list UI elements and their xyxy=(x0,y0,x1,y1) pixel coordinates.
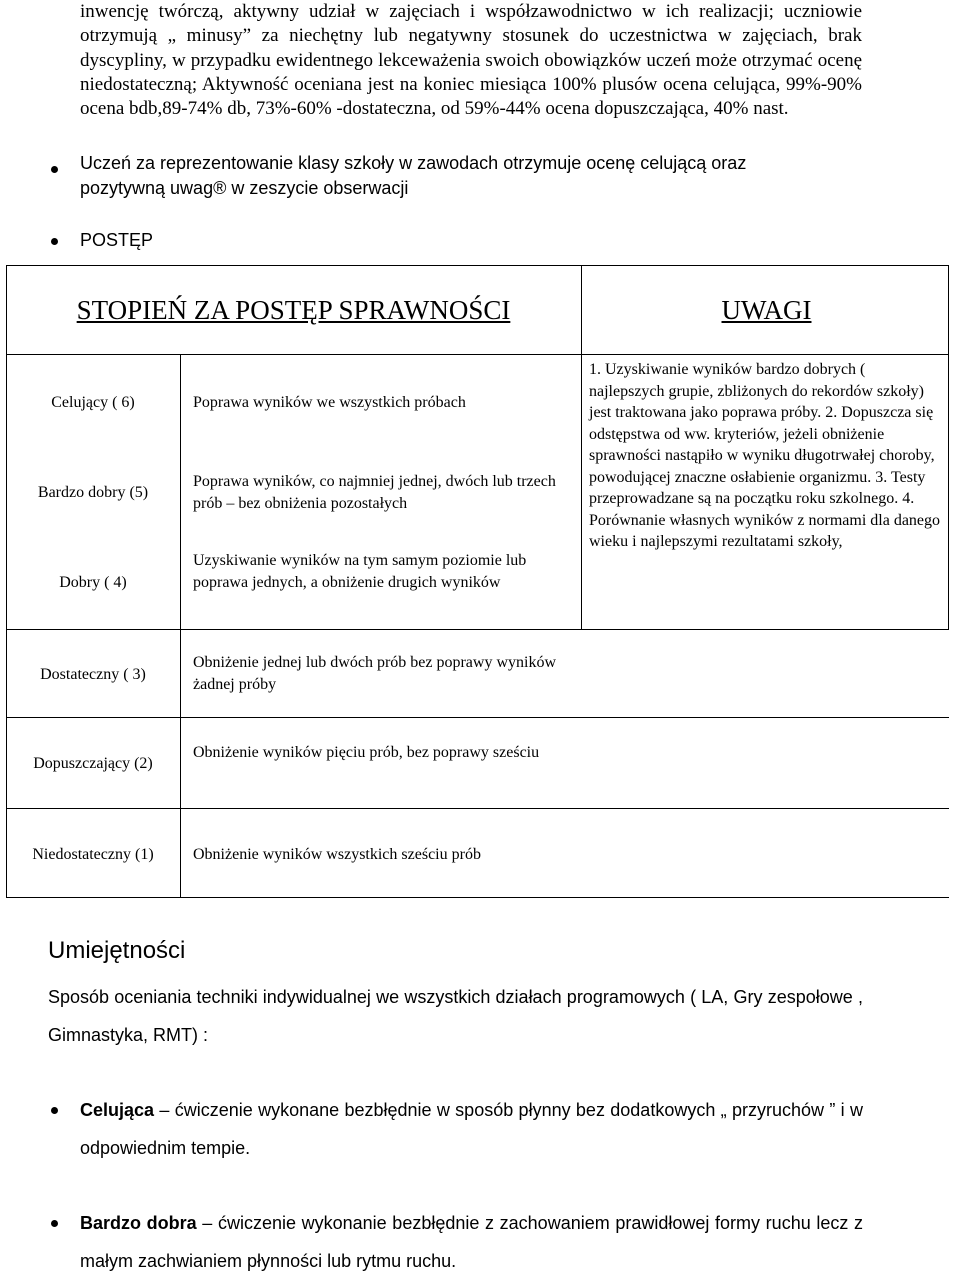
header-uwagi: UWAGI xyxy=(721,295,812,325)
skill-item-celujaca xyxy=(80,1091,863,1167)
postep-heading: POSTĘP xyxy=(80,230,154,250)
skills-intro: Sposób oceniania techniki indywidualnej we wszystkich działach programowych ( LA, Gry zespołowe , Gimnastyka, RMT) : xyxy=(48,987,863,1045)
skill-text: – ćwiczenie wykonanie bezbłędnie z zachowaniem prawidłowej formy ruchu lecz z małym zachwianiem płynności lub rytmu ruchu. xyxy=(80,1213,864,1271)
grade-bardzo-dobry: Bardzo dobry (5) xyxy=(37,484,149,501)
table-divider-row xyxy=(6,717,949,718)
table-border-bottom xyxy=(6,897,949,898)
desc-niedostateczny: Obniżenie wyników wszystkich sześciu prób xyxy=(193,846,481,863)
skill-item-bardzo-dobra xyxy=(80,1204,863,1280)
uwagi-text: 1. Uzyskiwanie wyników bardzo dobrych ( najlepszych grupie, zbliżonych do rekordów szkoły) jest traktowana jako poprawa próby. 2. Dopuszcza się odstępstwa od ww. kryteriów, jeżeli obniżenie sprawności nastąpiło w wyniku długotrwałej choroby, powodującej znaczne osłabienie organizmu. 3. Testy przeprowadzane są na początku roku szkolnego. 4. Porównanie własnych wyników z normami dla danego wieku i najlepszymi rezultatami szkoły, xyxy=(589,361,941,550)
table-divider-group xyxy=(6,629,949,630)
grade-dostateczny: Dostateczny ( 3) xyxy=(40,666,146,683)
bullet-reprezentowanie: Uczeń za reprezentowanie klasy szkoły w zawodach otrzymuje ocenę celującą oraz pozytywną uwag® w zeszycie obserwacji xyxy=(80,153,747,198)
table-divider-header xyxy=(6,354,949,355)
table-divider-grade xyxy=(180,354,181,898)
table-divider-row xyxy=(6,808,949,809)
grade-celujacy: Celujący ( 6) xyxy=(51,394,135,411)
grading-table xyxy=(6,265,949,898)
desc-dobry: Uzyskiwanie wyników na tym samym poziomie lub poprawa jednych, a obniżenie drugich wyników xyxy=(193,552,527,591)
bullet-dot xyxy=(51,1107,58,1114)
skill-term: Celująca xyxy=(80,1100,155,1120)
desc-bardzo-dobry: Poprawa wyników, co najmniej jednej, dwóch lub trzech prób – bez obniżenia pozostałych xyxy=(193,473,556,512)
intro-paragraph: inwencję twórczą, aktywny udział w zajęciach i współzawodnictwo w ich realizacji; uczniowie otrzymują „ minusy” za niechętny lub negatywny stosunek do uczestnictwa w zajęciach, brak dyscypliny, w przypadku ewidentnego lekceważenia swoich obowiązków uczeń może otrzymać ocenę niedostateczną; Aktywność oceniana jest na koniec miesiąca 100% plusów ocena celująca, 99%-90% ocena bdb,89-74% db, 73%-60% -dostateczna, od 59%-44% ocena dopuszczająca, 40% nast. xyxy=(80,1,862,120)
table-divider-header-right xyxy=(581,265,582,630)
grade-dobry: Dobry ( 4) xyxy=(59,574,127,591)
grade-dopuszczajacy: Dopuszczający (2) xyxy=(33,755,153,772)
skills-heading: Umiejętności xyxy=(48,937,186,964)
desc-dopuszczajacy: Obniżenie wyników pięciu prób, bez poprawy sześciu xyxy=(193,744,540,761)
skill-term: Bardzo dobra xyxy=(80,1213,197,1233)
desc-dostateczny: Obniżenie jednej lub dwóch prób bez poprawy wyników żadnej próby xyxy=(193,654,557,693)
bullet-dot xyxy=(51,166,58,173)
grade-niedostateczny: Niedostateczny (1) xyxy=(32,846,154,863)
header-stopien: STOPIEŃ ZA POSTĘP SPRAWNOŚCI xyxy=(76,295,511,325)
skill-text: – ćwiczenie wykonane bezbłędnie w sposób płynny bez dodatkowych „ przyruchów ” i w odpowiednim tempie. xyxy=(80,1100,863,1158)
bullet-dot xyxy=(51,1220,58,1227)
table-border-top xyxy=(6,265,949,266)
bullet-dot xyxy=(51,238,58,245)
desc-celujacy: Poprawa wyników we wszystkich próbach xyxy=(193,394,466,411)
